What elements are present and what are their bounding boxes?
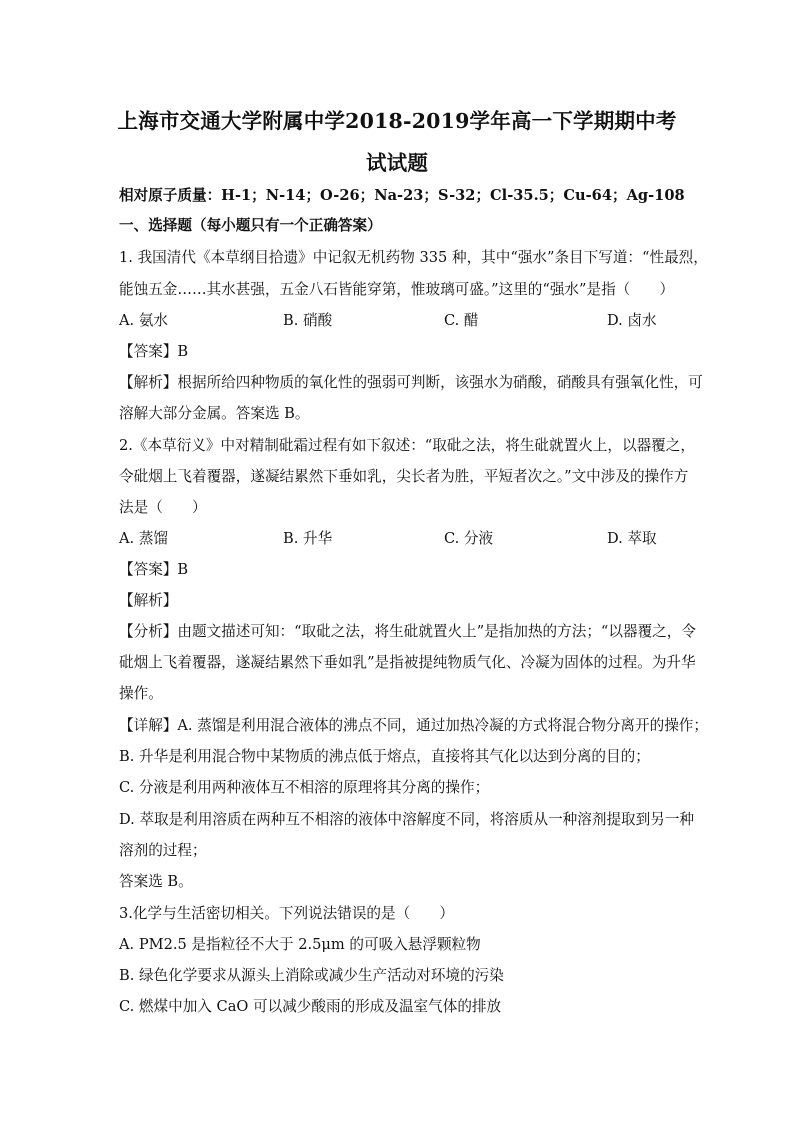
q2-xiangjie-line2: B. 升华是利用混合物中某物质的沸点低于熔点，直接将其气化以达到分离的目的； [119,748,650,765]
q3-option-c: C. 燃煤中加入 CaO 可以减少酸雨的形成及温室气体的排放 [119,998,502,1015]
q2-stem-line2: 令砒烟上飞着覆器，遂凝结累然下垂如乳，尖长者为胜，平短者次之。”文中涉及的操作方 [119,468,689,485]
q2-analysis-label: 【解析】 [119,592,178,609]
document-title-line1: 上海市交通大学附属中学2018-2019学年高一下学期期中考 [117,109,677,133]
q1-option-a: A. 氨水 [119,312,169,329]
section-heading: 一、选择题（每小题只有一个正确答案） [119,217,382,234]
q2-option-d: D. 萃取 [607,530,657,547]
q2-fenxi-line2: 砒烟上飞着覆器，遂凝结累然下垂如乳”是指被提纯物质气化、冷凝为固体的过程。为升华 [119,654,696,671]
q2-option-a: A. 蒸馏 [119,530,169,547]
q1-analysis-line2: 溶解大部分金属。答案选 B。 [119,405,310,422]
q1-option-c: C. 醋 [444,312,479,329]
q2-fenxi-line1: 【分析】由题文描述可知：“取砒之法，将生砒就置火上”是指加热的方法；“以器覆之，令 [119,623,696,640]
atomic-mass-line: 相对原子质量：H-1；N-14；O-26；Na-23；S-32；Cl-35.5；Cu-64；Ag-108 [119,187,685,204]
q2-stem-line3: 法是（ ） [119,499,207,516]
q2-xiangjie-line5: 溶剂的过程； [119,842,207,859]
q3-option-a: A. PM2.5 是指粒径不大于 2.5μm 的可吸入悬浮颗粒物 [119,936,481,953]
q3-stem: 3.化学与生活密切相关。下列说法错误的是（ ） [119,905,454,922]
q2-conclusion: 答案选 B。 [119,873,193,890]
q1-analysis-line1: 【解析】根据所给四种物质的氧化性的强弱可判断，该强水为硝酸，硝酸具有强氧化性，可 [119,374,703,391]
document-title-line2: 试试题 [365,151,429,175]
q1-option-b: B. 硝酸 [283,312,333,329]
q1-stem-line1: 1. 我国清代《本草纲目拾遗》中记叙无机药物 335 种，其中“强水”条目下写道：“性最烈， [119,249,708,266]
q1-stem-line2: 能蚀五金……其水甚强，五金八石皆能穿第，惟玻璃可盛。”这里的“强水”是指（ ） [119,281,675,298]
q2-fenxi-line3: 操作。 [119,685,163,702]
q2-option-c: C. 分液 [444,530,494,547]
q1-option-d: D. 卤水 [607,312,657,329]
q3-option-b: B. 绿色化学要求从源头上消除或减少生产活动对环境的污染 [119,967,504,984]
q2-stem-line1: 2.《本草衍义》中对精制砒霜过程有如下叙述：“取砒之法，将生砒就置火上，以器覆之， [119,437,695,454]
q2-answer: 【答案】B [119,561,189,578]
q1-answer: 【答案】B [119,343,189,360]
q2-xiangjie-line3: C. 分液是利用两种液体互不相溶的原理将其分离的操作； [119,779,490,796]
q2-xiangjie-line1: 【详解】A. 蒸馏是利用混合液体的沸点不同，通过加热冷凝的方式将混合物分离开的操作； [119,717,708,734]
q2-option-b: B. 升华 [283,530,333,547]
q2-xiangjie-line4: D. 萃取是利用溶质在两种互不相溶的液体中溶解度不同，将溶质从一种溶剂提取到另一种 [119,811,695,828]
